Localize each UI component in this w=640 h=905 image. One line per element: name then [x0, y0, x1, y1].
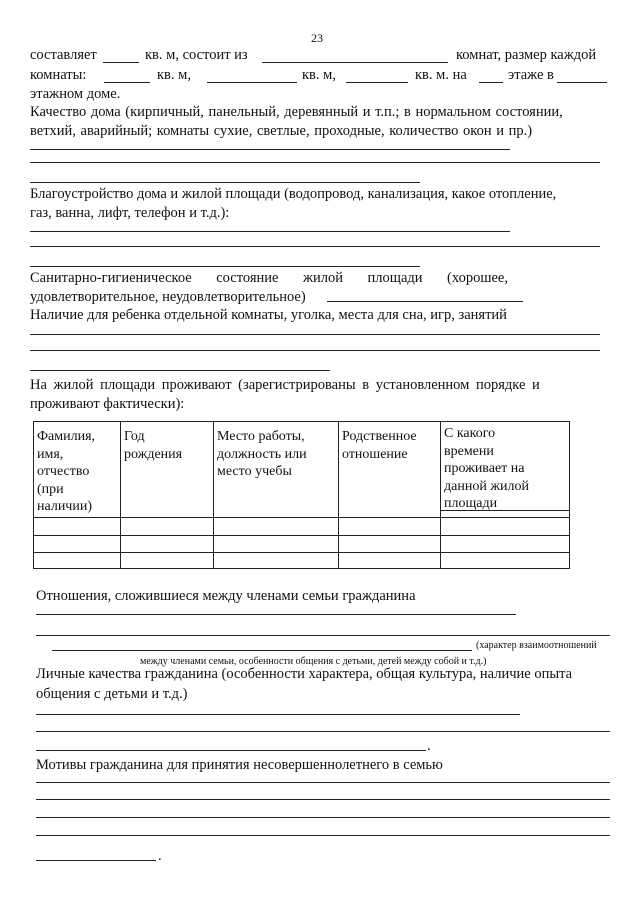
- answer-line[interactable]: [36, 614, 516, 615]
- answer-line[interactable]: [30, 370, 330, 371]
- answer-line[interactable]: [36, 731, 610, 732]
- answer-line[interactable]: [30, 231, 510, 232]
- label-rooms: комнаты:: [30, 67, 87, 83]
- table-col-divider: [213, 421, 214, 568]
- residents-text-1-main: На жилой площади проживают (зарегистрированы в установленном порядке и: [30, 377, 540, 393]
- blank-room-1[interactable]: [104, 82, 150, 83]
- sanitary-word: состояние: [216, 270, 279, 286]
- relations-note-2: между членами семьи, особенности общения с детьми, детей между собой и т.д.): [140, 656, 487, 667]
- sanitary-word: (хорошее,: [447, 270, 508, 286]
- table-header-workplace: Место работы, должность или место учебы: [217, 429, 307, 479]
- amenities-text-1: Благоустройство дома и жилой площади (водопровод, канализация, какое отопление,: [30, 186, 557, 202]
- blank-sanitary[interactable]: [327, 301, 523, 302]
- label-sqm-1: кв. м,: [157, 67, 191, 83]
- table-header-name: Фамилия, имя, отчество (при наличии): [37, 429, 96, 514]
- answer-line[interactable]: [36, 835, 610, 836]
- relations-title: Отношения, сложившиеся между членами семьи гражданина: [36, 588, 416, 604]
- answer-line[interactable]: [36, 860, 156, 861]
- answer-line[interactable]: [30, 162, 600, 163]
- label-room-size: комнат, размер каждой: [456, 47, 597, 63]
- answer-line[interactable]: [36, 635, 610, 636]
- personal-qualities-text-2: общения с детьми и т.д.): [36, 686, 188, 702]
- motives-end-mark: .: [158, 848, 162, 864]
- answer-line[interactable]: [30, 246, 600, 247]
- sanitary-text-2: удовлетворительное, неудовлетворительное): [30, 289, 306, 305]
- table-header-birth-year: Год рождения: [124, 429, 183, 462]
- answer-line[interactable]: [36, 714, 520, 715]
- page-number: 23: [311, 31, 323, 45]
- sanitary-text-1: [30, 271, 508, 286]
- answer-line[interactable]: [52, 650, 472, 651]
- blank-room-2[interactable]: [207, 82, 297, 83]
- table-col-divider: [338, 421, 339, 568]
- blank-area[interactable]: [103, 62, 139, 63]
- relations-note-1: (характер взаимоотношений: [476, 640, 597, 651]
- answer-line[interactable]: [36, 750, 426, 751]
- label-sqm-2: кв. м,: [302, 67, 336, 83]
- motives-title: Мотивы гражданина для принятия несовершеннолетнего в семью: [36, 757, 443, 773]
- answer-line[interactable]: [36, 782, 610, 783]
- label-storey-building: этажном доме.: [30, 86, 121, 102]
- child-room-text: Наличие для ребенка отдельной комнаты, уголка, места для сна, игр, занятий: [30, 307, 507, 323]
- label-sqm-floor: кв. м. на: [415, 67, 467, 83]
- answer-line[interactable]: [30, 334, 600, 335]
- label-area: составляет: [30, 47, 97, 63]
- answer-line[interactable]: [30, 182, 420, 183]
- answer-line[interactable]: [36, 817, 610, 818]
- table-row-line: [33, 552, 570, 553]
- label-floor-of: этаже в: [508, 67, 554, 83]
- blank-room-3[interactable]: [346, 82, 408, 83]
- blank-storeys[interactable]: [557, 82, 607, 83]
- label-rooms-count: кв. м, состоит из: [145, 47, 248, 63]
- blank-rooms-count[interactable]: [262, 62, 448, 63]
- residents-text-1: [30, 378, 608, 393]
- answer-line[interactable]: [30, 149, 510, 150]
- table-header-relation: Родственное отношение: [342, 429, 417, 462]
- sanitary-word: жилой: [303, 270, 344, 286]
- table-col-divider: [440, 421, 441, 568]
- table-header-since: С какого времени проживает на данной жилой площади: [444, 426, 529, 511]
- sanitary-word: площади: [367, 270, 423, 286]
- table-border-top: [33, 421, 570, 422]
- table-col-divider: [120, 421, 121, 568]
- amenities-text-2: газ, ванна, лифт, телефон и т.д.):: [30, 205, 230, 221]
- personal-qualities-text-1: Личные качества гражданина (особенности характера, общая культура, наличие опыта: [36, 666, 573, 682]
- answer-line[interactable]: [30, 266, 420, 267]
- answer-line[interactable]: [36, 799, 610, 800]
- answer-line[interactable]: [30, 350, 600, 351]
- table-border-right: [569, 421, 570, 568]
- table-row-line: [33, 535, 570, 536]
- table-header-bottom: [33, 517, 570, 518]
- table-border-left: [33, 421, 34, 568]
- residents-text-2: проживают фактически):: [30, 396, 185, 412]
- blank-floor[interactable]: [479, 82, 503, 83]
- house-quality-text-1: Качество дома (кирпичный, панельный, деревянный и т.п.; в нормальном состоянии,: [30, 104, 563, 120]
- personal-qualities-end-mark: .: [427, 738, 431, 754]
- table-border-bottom: [33, 568, 570, 569]
- house-quality-text-2: ветхий, аварийный; комнаты сухие, светлые, проходные, количество окон и пр.): [30, 123, 533, 139]
- sanitary-word: Санитарно-гигиеническое: [30, 270, 192, 286]
